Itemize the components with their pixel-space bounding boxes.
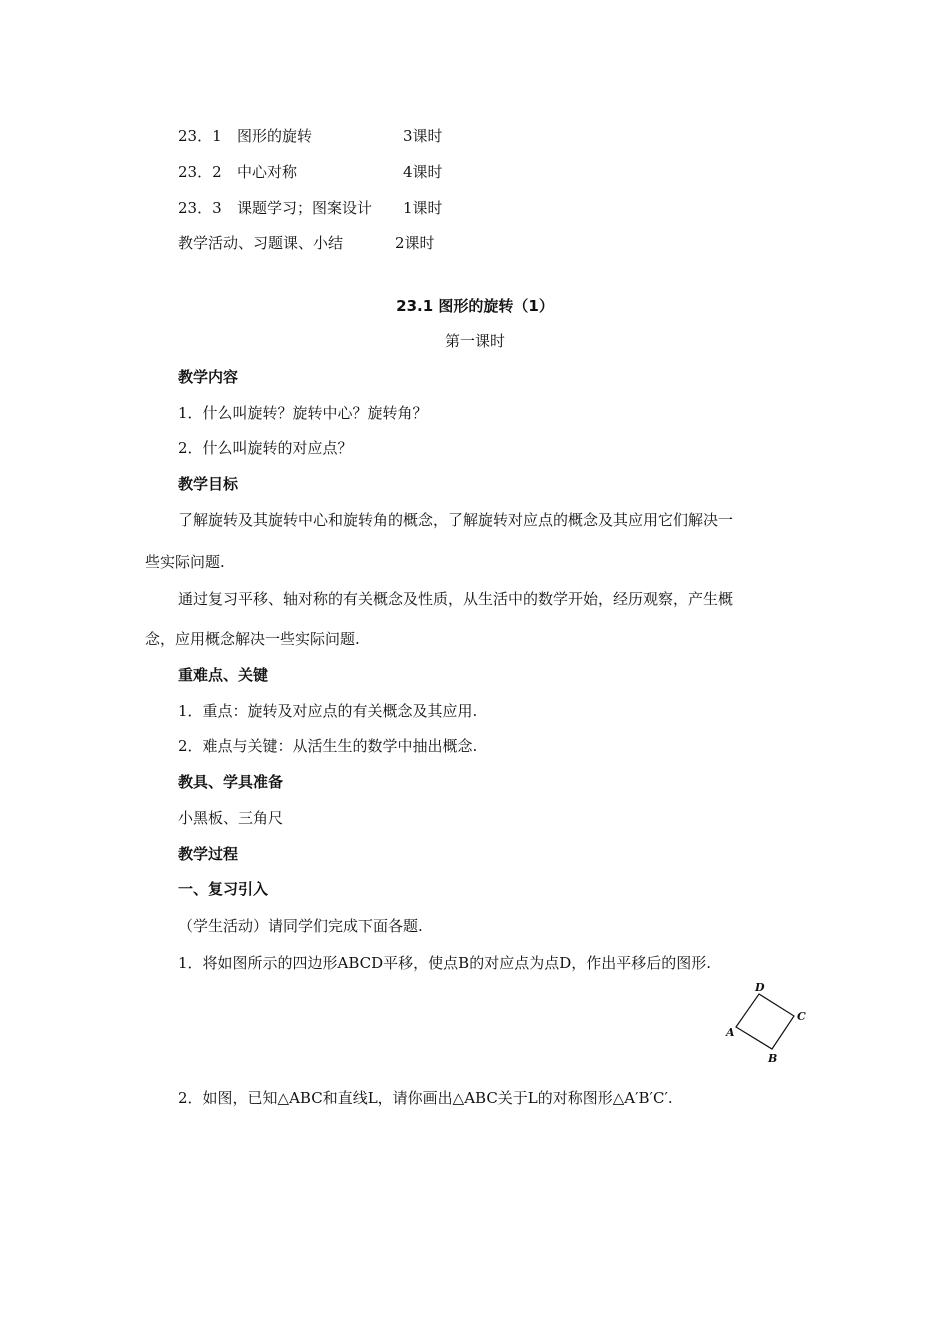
key-point-1: 1．重点：旋转及对应点的有关概念及其应用.: [178, 702, 478, 720]
quadrilateral-figure: [722, 980, 814, 1072]
question-1: 1．将如图所示的四边形ABCD平移，使点B的对应点为点D，作出平移后的图形.: [178, 954, 712, 972]
toc-title: 中心对称: [237, 163, 298, 181]
student-activity: （学生活动）请同学们完成下面各题.: [178, 917, 423, 935]
goal-2-line-1: 通过复习平移、轴对称的有关概念及性质，从生活中的数学开始，经历观察，产生概: [178, 590, 734, 608]
vertex-label-c: C: [797, 1010, 806, 1023]
toc-extra-hours: 2课时: [395, 234, 435, 252]
vertex-label-a: A: [726, 1026, 735, 1039]
heading-tools: 教具、学具准备: [178, 773, 284, 791]
section-title: 23.1 图形的旋转（1）: [396, 297, 554, 315]
goal-2-line-2: 念，应用概念解决一些实际问题.: [145, 630, 360, 648]
key-point-2: 2．难点与关键：从活生生的数学中抽出概念.: [178, 737, 478, 755]
toc-row-3: [178, 198, 222, 218]
toc-row-2: [178, 162, 222, 182]
heading-review: 一、复习引入: [178, 880, 269, 898]
toc-row-1: [178, 126, 222, 146]
toc-hours: 1课时: [403, 199, 443, 217]
heading-key-points: 重难点、关键: [178, 666, 269, 684]
toc-title: 图形的旋转: [237, 127, 313, 145]
goal-1-line-2: 些实际问题.: [145, 553, 225, 571]
quadrilateral-abcd: [736, 994, 794, 1049]
content-item-2: 2．什么叫旋转的对应点？: [178, 439, 353, 457]
toc-hours: 3课时: [403, 127, 443, 145]
vertex-label-b: B: [768, 1052, 778, 1065]
toc-num: 23．3: [178, 199, 222, 217]
content-item-1: 1．什么叫旋转？旋转中心？旋转角？: [178, 404, 428, 422]
toc-num: 23．1: [178, 127, 222, 145]
heading-goals: 教学目标: [178, 475, 239, 493]
toc-num: 23．2: [178, 163, 222, 181]
goal-1-line-1: 了解旋转及其旋转中心和旋转角的概念，了解旋转对应点的概念及其应用它们解决一: [178, 511, 734, 529]
question-2: 2．如图，已知△ABC和直线L，请你画出△ABC关于L的对称图形△A′B′C′.: [178, 1089, 673, 1107]
toc-title: 课题学习；图案设计: [237, 199, 373, 217]
heading-process: 教学过程: [178, 845, 239, 863]
lesson-label: 第一课时: [444, 332, 505, 350]
tools-list: 小黑板、三角尺: [178, 809, 284, 827]
vertex-label-d: D: [755, 981, 765, 994]
toc-extra-title: 教学活动、习题课、小结: [178, 234, 344, 252]
toc-hours: 4课时: [403, 163, 443, 181]
heading-content: 教学内容: [178, 368, 239, 386]
